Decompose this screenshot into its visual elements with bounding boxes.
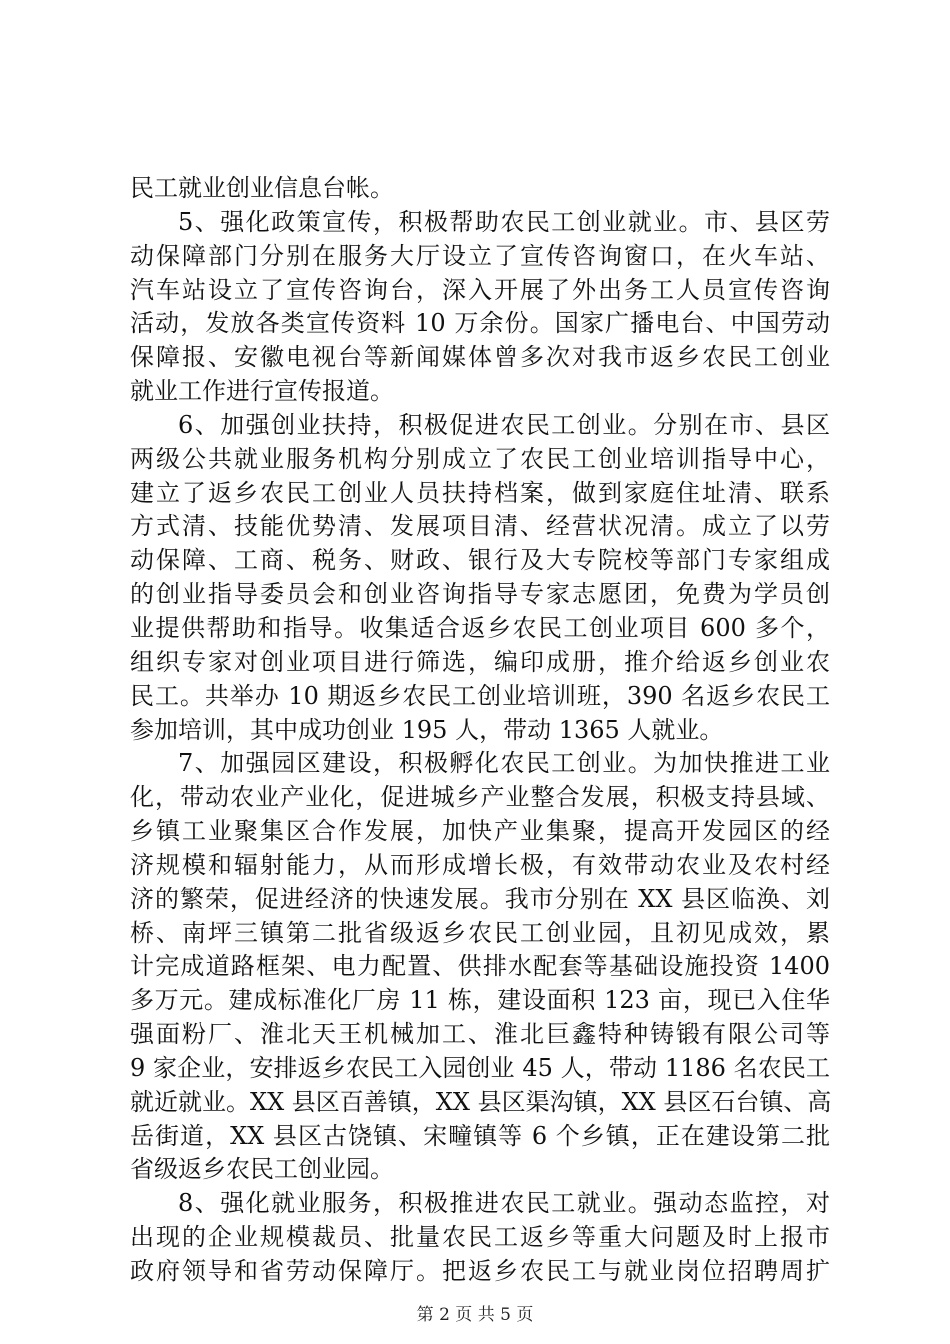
text-line: 动保障部门分别在服务大厅设立了宣传咨询窗口，在火车站、 [130, 241, 830, 270]
text-line: 计完成道路框架、电力配置、供排水配套等基础设施投资 1400 [130, 952, 830, 981]
text-line: 的创业指导委员会和创业咨询指导专家志愿团，免费为学员创 [130, 580, 830, 609]
text-line: 参加培训，其中成功创业 195 人，带动 1365 人就业。 [130, 715, 724, 744]
page-number-footer: 第 2 页 共 5 页 [416, 1305, 534, 1325]
text-line: 化，带动农业产业化，促进城乡产业整合发展，积极支持县域、 [130, 783, 830, 812]
text-line: 就业工作进行宣传报道。 [130, 377, 394, 406]
text-line: 出现的企业规模裁员、批量农民工返乡等重大问题及时上报市 [130, 1223, 830, 1252]
body-text [130, 172, 830, 1289]
text-line: 济的繁荣，促进经济的快速发展。我市分别在 XX 县区临涣、刘 [130, 884, 830, 913]
text-line: 就近就业。XX 县区百善镇，XX 县区渠沟镇，XX 县区石台镇、高 [130, 1087, 832, 1116]
text-line: 方式清、技能优势清、发展项目清、经营状况清。成立了以劳 [130, 512, 830, 541]
text-line: 6、加强创业扶持，积极促进农民工创业。分别在市、县区 [178, 410, 830, 439]
text-line: 民工就业创业信息台帐。 [130, 174, 394, 202]
text-line: 8、强化就业服务，积极推进农民工就业。强动态监控，对 [178, 1189, 830, 1218]
text-line: 政府领导和省劳动保障厅。把返乡农民工与就业岗位招聘周扩 [130, 1257, 830, 1285]
text-line: 乡镇工业聚集区合作发展，加快产业集聚，提高开发园区的经 [130, 817, 830, 846]
text-line: 桥、南坪三镇第二批省级返乡农民工创业园，且初见成效，累 [130, 918, 830, 947]
text-line: 建立了返乡农民工创业人员扶持档案，做到家庭住址清、联系 [130, 478, 830, 507]
text-line: 动保障、工商、税务、财政、银行及大专院校等部门专家组成 [130, 546, 830, 575]
text-line: 保障报、安徽电视台等新闻媒体曾多次对我市返乡农民工创业 [130, 343, 830, 372]
text-line: 岳街道，XX 县区古饶镇、宋疃镇等 6 个乡镇，正在建设第二批 [130, 1121, 830, 1150]
text-line: 5、强化政策宣传，积极帮助农民工创业就业。市、县区劳 [178, 207, 830, 236]
text-line: 民工。共举办 10 期返乡农民工创业培训班，390 名返乡农民工 [130, 681, 830, 710]
text-line: 两级公共就业服务机构分别成立了农民工创业培训指导中心， [130, 444, 830, 473]
text-line: 业提供帮助和指导。收集适合返乡农民工创业项目 600 多个， [130, 613, 830, 642]
text-line: 9 家企业，安排返乡农民工入园创业 45 人，带动 1186 名农民工 [130, 1053, 830, 1082]
text-line: 组织专家对创业项目进行筛选，编印成册，推介给返乡创业农 [130, 647, 830, 676]
text-line: 强面粉厂、淮北天王机械加工、淮北巨鑫特种铸锻有限公司等 [130, 1020, 830, 1049]
text-line: 7、加强园区建设，积极孵化农民工创业。为加快推进工业 [178, 749, 830, 778]
text-line: 济规模和辐射能力，从而形成增长极，有效带动农业及农村经 [130, 850, 830, 879]
text-line: 省级返乡农民工创业园。 [130, 1155, 394, 1184]
text-line: 汽车站设立了宣传咨询台，深入开展了外出务工人员宣传咨询 [130, 275, 830, 304]
text-line: 多万元。建成标准化厂房 11 栋，建设面积 123 亩，现已入住华 [130, 986, 830, 1015]
text-line: 活动，发放各类宣传资料 10 万余份。国家广播电台、中国劳动 [130, 309, 830, 338]
